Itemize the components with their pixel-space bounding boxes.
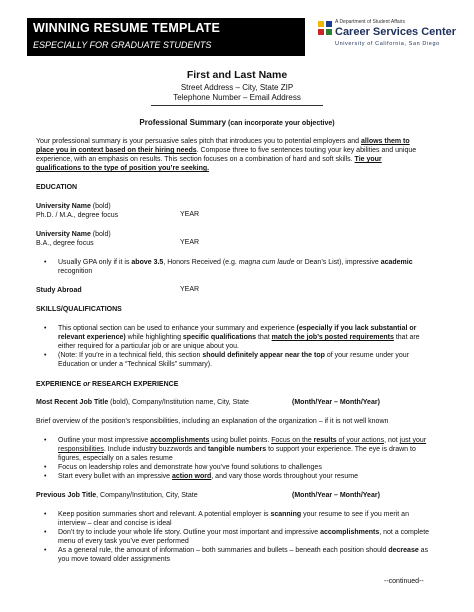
summary-line-3: experience, with an emphasis on results. This section focuses on a combination of hard and soft skills. Tie your <box>36 156 382 163</box>
logo-university: University of California, San Diego <box>335 41 440 47</box>
street-address: Street Address – City, State ZIP <box>180 83 294 92</box>
job-2-bullet-1-line-2: interview – clear and concise is ideal <box>58 520 172 527</box>
bullet-icon: • <box>44 437 47 444</box>
banner-title: WINNING RESUME TEMPLATE <box>33 21 221 35</box>
job-1-bullet-1-line-2: responsibilities. Include industry buzzwords and tangible numbers to support your experience. The eye is drawn to <box>58 446 416 453</box>
university-1-name: University Name (bold) <box>36 203 111 210</box>
candidate-name: First and Last Name <box>186 69 288 81</box>
logo-name: Career Services Center <box>335 26 457 38</box>
job-1-bullet-1-line-1: Outline your most impressive accomplishments using bullet points. Focus on the results of your actions, not just your <box>58 437 427 444</box>
logo-dept: A Department of Student Affairs <box>335 19 405 25</box>
university-2-degree: B.A., degree focus <box>36 240 94 247</box>
education-heading: EDUCATION <box>36 184 78 191</box>
job-2-bullet-2-line-2: menu of every task you’ve ever performed <box>58 538 189 545</box>
experience-heading: EXPERIENCE or RESEARCH EXPERIENCE <box>36 381 179 388</box>
job-2-bullet-3-line-2: you move toward older assignments <box>58 556 171 563</box>
skills-bullet-1-line-2: relevant experience) while highlighting specific qualifications that match the job’s posted requirements that are <box>58 334 420 341</box>
summary-line-4: qualifications to the type of position you’re seeking. <box>36 165 210 172</box>
bullet-icon: • <box>44 511 47 518</box>
job-1-bullet-2: Focus on leadership roles and demonstrate how you’ve found solutions to challenges <box>58 464 322 471</box>
gpa-note-line-1: Usually GPA only if it is above 3.5, Honors Received (e.g. magna cum laude or Dean’s List), impressive academic <box>58 259 413 266</box>
job-2-dates: (Month/Year – Month/Year) <box>292 492 380 499</box>
title-banner <box>27 18 305 56</box>
career-services-logo <box>318 17 457 55</box>
job-2-line: Previous Job Title, Company/Institution, City, State <box>36 492 198 499</box>
university-2-name: University Name (bold) <box>36 231 111 238</box>
university-1-year: YEAR <box>180 211 200 218</box>
job-1-overview: Brief overview of the position’s responsibilities, including an explanation of the organization – if it is not well known <box>36 418 389 425</box>
job-2-bullet-3-line-1: As a general rule, the amount of information – both summaries and bullets – beneath each position should decrease as <box>58 547 429 554</box>
study-abroad-year: YEAR <box>180 286 200 293</box>
skills-bullet-2-line-2: Education or under a “Technical Skills” summary). <box>58 361 213 368</box>
job-1-bullet-1-line-3: figures, especially on a sales resume <box>58 455 173 462</box>
bullet-icon: • <box>44 325 47 332</box>
bullet-icon: • <box>44 473 47 480</box>
bullet-icon: • <box>44 464 47 471</box>
contact-line: Telephone Number – Email Address <box>173 93 301 102</box>
study-abroad: Study Abroad <box>36 287 82 294</box>
university-2-year: YEAR <box>180 239 200 246</box>
job-1-line: Most Recent Job Title (bold), Company/Institution name, City, State <box>36 399 249 406</box>
skills-bullet-2-line-1: (Note: If you’re in a technical field, this section should definitely appear near the top of your resume under your <box>58 352 409 359</box>
summary-line-2: place you in context based on their hiring needs. Compose three to five sentences touting your key abilities and unique <box>36 147 417 154</box>
skills-bullet-1-line-3: either required for a particular job or are unique about you. <box>58 343 239 350</box>
banner-subtitle: ESPECIALLY FOR GRADUATE STUDENTS <box>33 40 212 50</box>
job-2-bullet-1-line-1: Keep position summaries short and relevant. A potential employer is scanning your resume to see if you merit an <box>58 511 409 518</box>
bullet-icon: • <box>44 259 47 266</box>
logo-mark-icon <box>318 21 332 35</box>
job-1-bullet-3: Start every bullet with an impressive action word, and vary those words throughout your resume <box>58 473 358 480</box>
skills-heading: SKILLS/QUALIFICATIONS <box>36 306 122 313</box>
bullet-icon: • <box>44 547 47 554</box>
job-2-bullet-2-line-1: Don’t try to include your whole life story. Outline your most important and impressive accomplishments, not a complete <box>58 529 430 536</box>
bullet-icon: • <box>44 352 47 359</box>
gpa-note-line-2: recognition <box>58 268 93 275</box>
skills-bullet-1-line-1: This optional section can be used to enhance your summary and experience (especially if you lack substantial or <box>58 325 417 332</box>
job-1-dates: (Month/Year – Month/Year) <box>292 399 380 406</box>
continued-label: --continued-- <box>384 578 424 585</box>
summary-line-1: Your professional summary is your persuasive sales pitch that introduces you to potential employers and allows them to <box>36 138 410 145</box>
university-1-degree: Ph.D. / M.A., degree focus <box>36 212 119 219</box>
header-divider <box>151 105 323 106</box>
bullet-icon: • <box>44 529 47 536</box>
summary-heading: Professional Summary (can incorporate your objective) <box>139 118 335 127</box>
